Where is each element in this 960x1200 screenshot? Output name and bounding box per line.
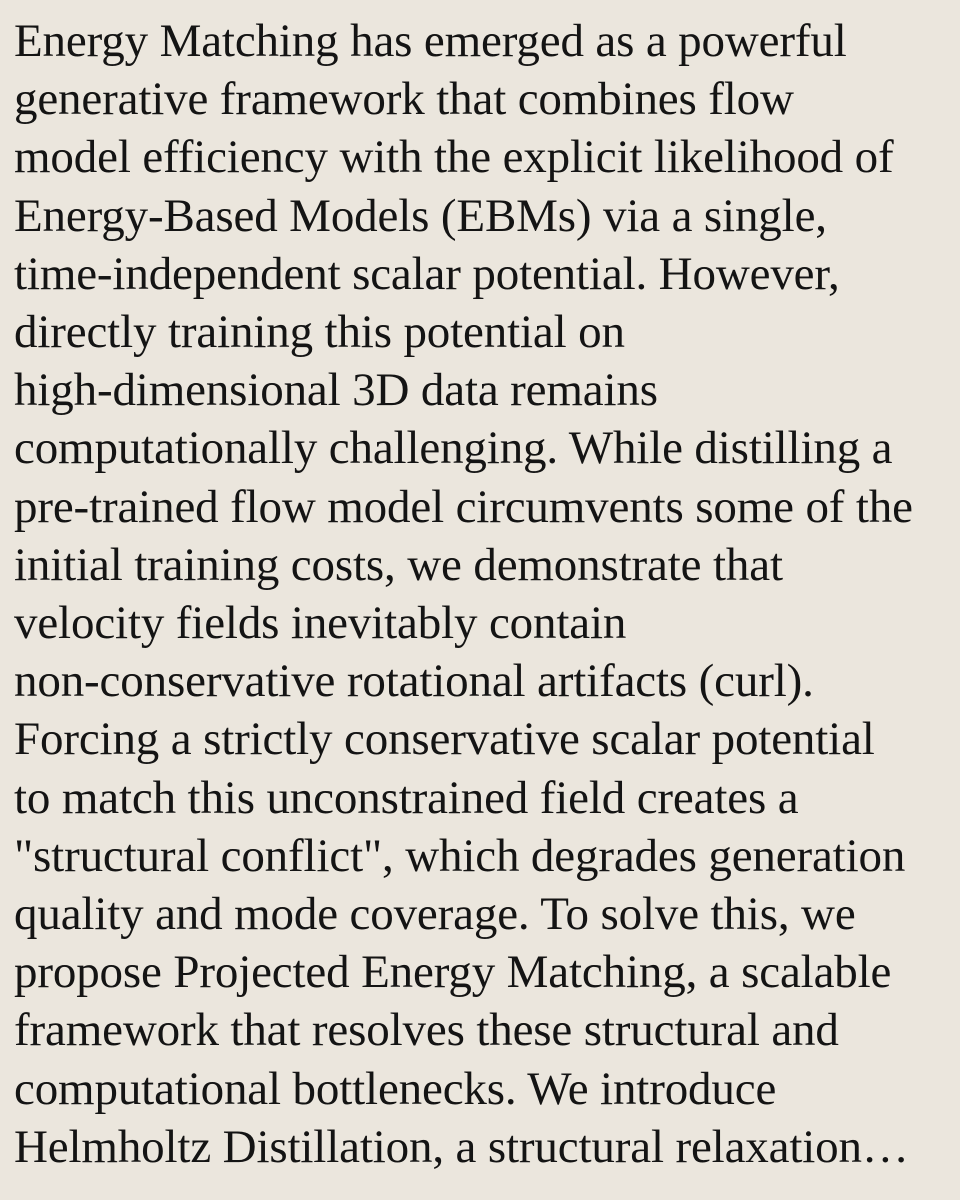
abstract-line-11: velocity fields inevitably contain bbox=[14, 597, 627, 650]
abstract-line-3: model efficiency with the explicit likelihood of bbox=[14, 131, 894, 184]
abstract-line-19: computational bottlenecks. We introduce bbox=[14, 1062, 777, 1115]
abstract-line-17: propose Projected Energy Matching, a scalable bbox=[14, 946, 892, 999]
abstract-line-9: pre-trained flow model circumvents some of the bbox=[14, 480, 913, 533]
abstract-line-7: high-dimensional 3D data remains bbox=[14, 364, 658, 417]
abstract-line-10: initial training costs, we demonstrate that bbox=[14, 538, 783, 591]
abstract-line-4: Energy-Based Models (EBMs) via a single, bbox=[14, 189, 827, 242]
abstract-paragraph bbox=[14, 12, 960, 1176]
abstract-line-20: Helmholtz Distillation, a structural relaxation… bbox=[14, 1120, 909, 1173]
abstract-line-16: quality and mode coverage. To solve this, we bbox=[14, 888, 856, 941]
abstract-line-1: Energy Matching has emerged as a powerful bbox=[14, 15, 847, 67]
abstract-line-18: framework that resolves these structural and bbox=[14, 1004, 839, 1057]
abstract-line-6: directly training this potential on bbox=[14, 306, 625, 359]
abstract-line-8: computationally challenging. While distilling a bbox=[14, 422, 893, 475]
abstract-line-12: non-conservative rotational artifacts (curl). bbox=[14, 655, 814, 708]
abstract-line-5: time-independent scalar potential. However, bbox=[14, 247, 840, 300]
abstract-line-13: Forcing a strictly conservative scalar potential bbox=[14, 713, 875, 766]
abstract-line-14: to match this unconstrained field creates a bbox=[14, 771, 799, 824]
abstract-line-2: generative framework that combines flow bbox=[14, 73, 794, 126]
abstract-line-15: "structural conflict", which degrades generation bbox=[14, 829, 906, 882]
